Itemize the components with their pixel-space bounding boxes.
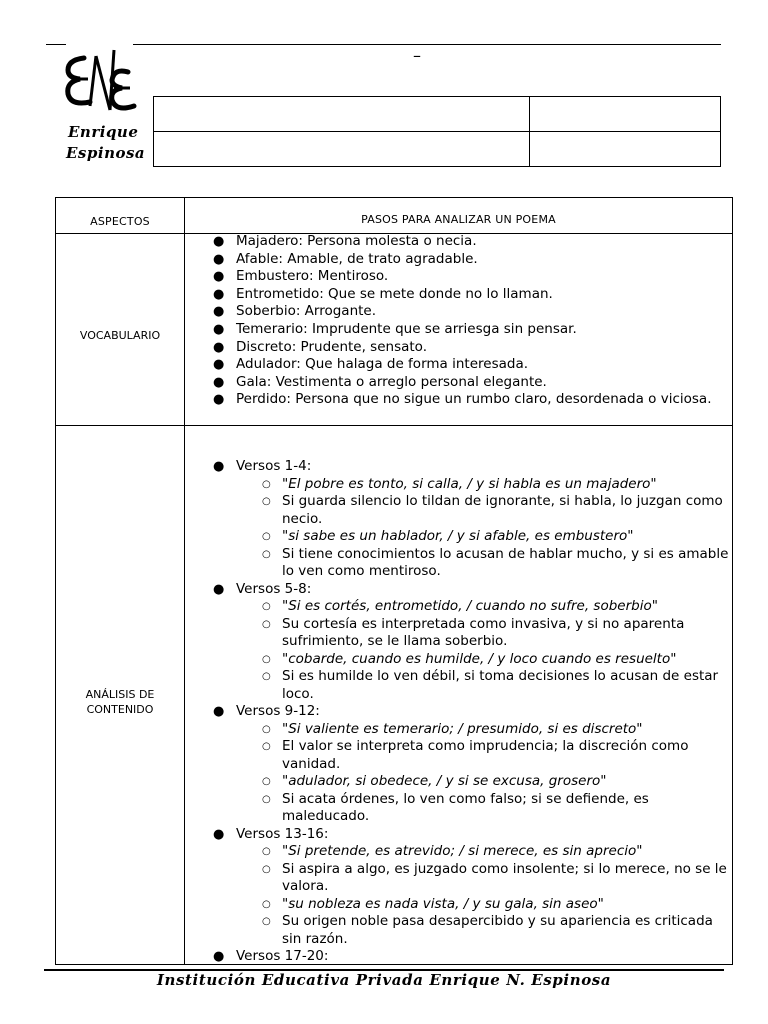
list-item bbox=[210, 391, 730, 409]
bullet-icon: ● bbox=[213, 826, 225, 842]
bullet-icon: ● bbox=[213, 704, 225, 719]
verse-sub-item bbox=[210, 476, 730, 494]
circle-bullet-icon: ○ bbox=[262, 723, 271, 735]
column-header-pasos: PASOS PARA ANALIZAR UN POEMA bbox=[361, 213, 556, 226]
vocab-text: Embustero: Mentiroso. bbox=[236, 268, 389, 285]
vocab-text: Discreto: Prudente, sensato. bbox=[236, 338, 427, 355]
circle-bullet-icon: ○ bbox=[262, 741, 271, 752]
content-analysis-list bbox=[210, 458, 730, 966]
verse-quote: "cobarde, cuando es humilde, / y loco cuando es resuelto" bbox=[282, 650, 677, 667]
verse-sub-item bbox=[210, 493, 730, 528]
header-rule-left bbox=[46, 44, 66, 45]
circle-bullet-icon: ○ bbox=[262, 496, 271, 507]
bullet-icon: ● bbox=[213, 581, 225, 597]
row-label-analisis-line1: ANÁLISIS DE bbox=[85, 688, 155, 701]
logo-text-enrique: Enrique bbox=[68, 123, 139, 141]
vocab-text: Soberbio: Arrogante. bbox=[236, 303, 377, 320]
table-row-divider bbox=[56, 425, 732, 426]
bullet-icon: ● bbox=[213, 459, 225, 474]
bullet-icon: ● bbox=[213, 392, 225, 408]
list-item bbox=[210, 356, 730, 374]
verse-explanation: Su cortesía es interpretada como invasiva, y si no aparenta sufrimiento, se le llama soberbio. bbox=[282, 615, 685, 649]
verse-explanation: Si acata órdenes, lo ven como falso; si se defiende, es maleducado. bbox=[282, 790, 649, 824]
bullet-icon: ● bbox=[213, 286, 225, 302]
vocab-text: Temerario: Imprudente que se arriesga sin pensar. bbox=[236, 320, 577, 337]
verse-sub-item bbox=[210, 843, 730, 861]
verse-section-title: Versos 1-4: bbox=[236, 458, 312, 474]
circle-bullet-icon: ○ bbox=[262, 601, 271, 612]
bullet-icon: ● bbox=[213, 304, 225, 320]
verse-sub-item bbox=[210, 651, 730, 669]
row-label-vocabulario: VOCABULARIO bbox=[79, 329, 161, 342]
verse-sub-item bbox=[210, 791, 730, 826]
list-item bbox=[210, 321, 730, 339]
list-item bbox=[210, 339, 730, 357]
verse-explanation: Si aspira a algo, es juzgado como insolente; si lo merece, no se le valora. bbox=[282, 860, 727, 894]
column-header-aspectos: ASPECTOS bbox=[90, 215, 150, 228]
verse-quote: "Si valiente es temerario; / presumido, si es discreto" bbox=[282, 720, 643, 737]
vocab-text: Majadero: Persona molesta o necia. bbox=[236, 233, 477, 249]
verse-explanation: El valor se interpreta como imprudencia; la discreción como vanidad. bbox=[282, 738, 689, 772]
circle-bullet-icon: ○ bbox=[262, 846, 271, 857]
verse-section-title: Versos 17-20: bbox=[236, 948, 329, 964]
header-rule-right bbox=[133, 44, 721, 45]
verse-section-title: Versos 9-12: bbox=[236, 703, 320, 719]
verse-sub-item bbox=[210, 861, 730, 896]
verse-section bbox=[210, 581, 730, 599]
verse-section bbox=[210, 826, 730, 844]
verse-quote: "Si pretende, es atrevido; / si merece, es sin aprecio" bbox=[282, 843, 643, 859]
verse-quote: "su nobleza es nada vista, / y su gala, sin aseo" bbox=[282, 895, 604, 912]
vocab-text: Afable: Amable, de trato agradable. bbox=[236, 250, 478, 267]
verse-sub-item bbox=[210, 738, 730, 773]
verse-sub-item bbox=[210, 546, 730, 581]
header-info-table bbox=[153, 96, 721, 167]
logo-text-espinosa: Espinosa bbox=[66, 144, 146, 162]
circle-bullet-icon: ○ bbox=[262, 548, 271, 560]
bullet-icon: ● bbox=[213, 339, 225, 355]
verse-explanation: Si tiene conocimientos lo acusan de hablar mucho, y si es amable lo ven como mentiroso. bbox=[282, 545, 729, 579]
row-label-analisis bbox=[56, 687, 184, 717]
list-item bbox=[210, 286, 730, 304]
vocabulary-list bbox=[210, 233, 730, 409]
bullet-icon: ● bbox=[213, 251, 225, 267]
bullet-icon: ● bbox=[213, 357, 225, 373]
verse-sub-item bbox=[210, 721, 730, 739]
bullet-icon: ● bbox=[213, 321, 225, 337]
vocab-text: Gala: Vestimenta o arreglo personal elegante. bbox=[236, 373, 547, 390]
header-dash: – bbox=[413, 46, 421, 65]
school-logo bbox=[62, 48, 146, 166]
circle-bullet-icon: ○ bbox=[262, 793, 271, 805]
circle-bullet-icon: ○ bbox=[262, 916, 271, 927]
circle-bullet-icon: ○ bbox=[262, 863, 271, 875]
circle-bullet-icon: ○ bbox=[262, 618, 271, 630]
circle-bullet-icon: ○ bbox=[262, 898, 271, 910]
verse-explanation: Su origen noble pasa desapercibido y su apariencia es criticada sin razón. bbox=[282, 913, 713, 947]
bullet-icon: ● bbox=[213, 234, 225, 249]
verse-sub-item bbox=[210, 616, 730, 651]
table-column-divider bbox=[184, 198, 185, 964]
circle-bullet-icon: ○ bbox=[262, 776, 271, 787]
verse-quote: "Si es cortés, entrometido, / cuando no sufre, soberbio" bbox=[282, 598, 658, 614]
verse-section bbox=[210, 948, 730, 966]
verse-section bbox=[210, 458, 730, 476]
verse-sub-item bbox=[210, 598, 730, 616]
analysis-table bbox=[55, 197, 733, 965]
verse-sub-item bbox=[210, 668, 730, 703]
vocab-text: Adulador: Que halaga de forma interesada. bbox=[236, 356, 529, 373]
bullet-icon: ● bbox=[213, 374, 225, 390]
circle-bullet-icon: ○ bbox=[262, 671, 271, 682]
verse-section-title: Versos 13-16: bbox=[236, 825, 329, 842]
verse-section bbox=[210, 703, 730, 721]
vocab-text: Entrometido: Que se mete donde no lo llaman. bbox=[236, 285, 553, 302]
row-label-analisis-line2: CONTENIDO bbox=[86, 703, 154, 716]
verse-explanation: Si guarda silencio lo tildan de ignorante, si habla, lo juzgan como necio. bbox=[282, 493, 723, 527]
bullet-icon: ● bbox=[213, 949, 225, 964]
circle-bullet-icon: ○ bbox=[262, 653, 271, 665]
verse-sub-item bbox=[210, 773, 730, 791]
list-item bbox=[210, 268, 730, 286]
circle-bullet-icon: ○ bbox=[262, 478, 271, 490]
vocab-text: Perdido: Persona que no sigue un rumbo claro, desordenada o viciosa. bbox=[236, 391, 712, 408]
verse-section-title: Versos 5-8: bbox=[236, 580, 312, 597]
header-table-divider-h bbox=[154, 131, 720, 132]
verse-sub-item bbox=[210, 528, 730, 546]
logo-monogram-icon bbox=[62, 48, 140, 120]
verse-quote: "El pobre es tonto, si calla, / y si habla es un majadero" bbox=[282, 475, 657, 492]
verse-explanation: Si es humilde lo ven débil, si toma decisiones lo acusan de estar loco. bbox=[282, 668, 719, 702]
list-item bbox=[210, 251, 730, 269]
verse-sub-item bbox=[210, 896, 730, 914]
verse-quote: "si sabe es un hablador, / y si afable, es embustero" bbox=[282, 528, 634, 544]
circle-bullet-icon: ○ bbox=[262, 531, 271, 542]
list-item bbox=[210, 233, 730, 251]
verse-quote: "adulador, si obedece, / y si se excusa, grosero" bbox=[282, 773, 607, 789]
list-item bbox=[210, 374, 730, 392]
bullet-icon: ● bbox=[213, 269, 225, 285]
verse-sub-item bbox=[210, 913, 730, 948]
list-item bbox=[210, 303, 730, 321]
footer-institution: Institución Educativa Privada Enrique N. Espinosa bbox=[156, 971, 612, 989]
